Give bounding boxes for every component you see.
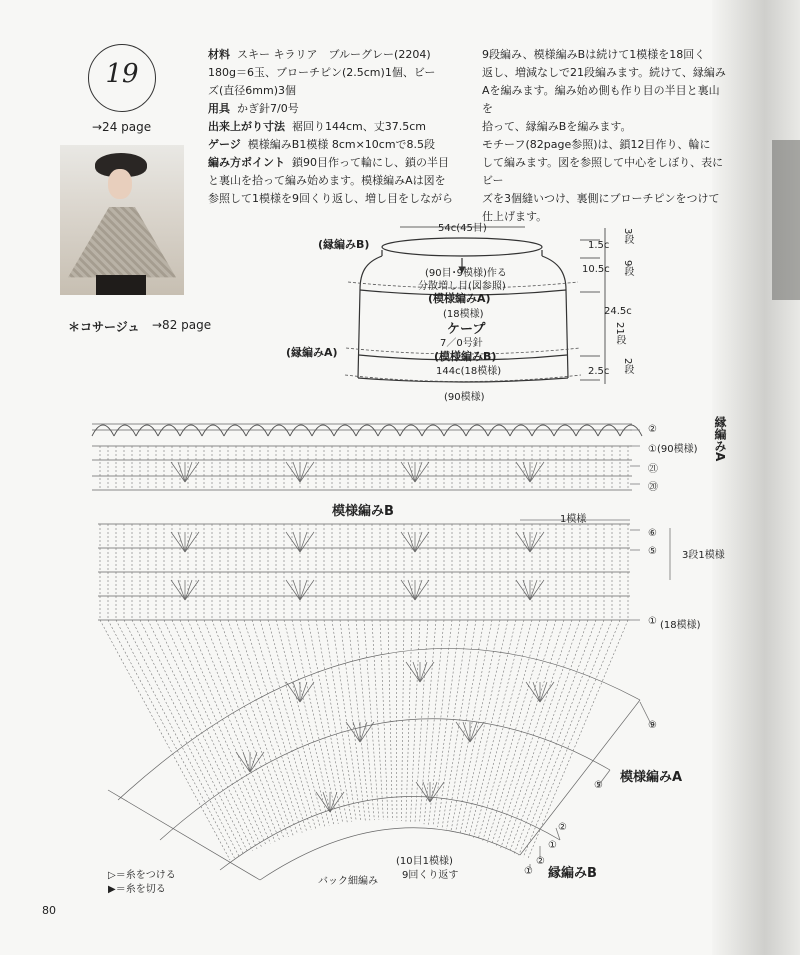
page-footer-number: 80 [42, 904, 56, 917]
row-1b-label: ① [648, 616, 657, 627]
row-1d-label: ① [524, 866, 533, 877]
top-width-label: 54c(45目) [438, 223, 487, 234]
repeat-note-1: (10目1模様) [396, 856, 453, 867]
count-18-label: (18模様) [660, 620, 701, 631]
chart-pattern-b-title: 模様編みB [332, 504, 394, 519]
row-5b-label: ⑤ [594, 780, 603, 791]
increase-note-1: (90目･9模様)作る [425, 268, 507, 279]
row-6-label: ⑥ [648, 528, 657, 539]
increase-note-2: 分散増し目(図参照) [418, 281, 506, 292]
corsage-label: ＊コサージュ [68, 320, 140, 334]
schematic-pattern-b-label: (模様編みB) [434, 350, 497, 363]
spec-column-2: 9段編み、模様編みBは続けて1模様を18回く 返し、増減なしで21段編みます。続けて、縁編み Aを編みます。編み始め側も作り目の半目と裏山を 拾って、縁編みBを編みます。 モチーフ(82page参照)は、鎖12目作り、輪に して編みます。図を参照して中心をしぼり、表にビー ズを3個縫いつけ、裏側にブローチピンをつけて 仕上げます。 [482, 48, 726, 223]
edge-a-vertical-label: 縁編みA [713, 416, 727, 462]
pattern-number: 19 [105, 59, 139, 89]
legend-attach: ▷＝糸をつける [108, 870, 176, 881]
back-loop-label: バック細編み [318, 876, 378, 887]
hook-size-label: 7／0号針 [440, 338, 483, 349]
dim-4: 2.5c [588, 366, 610, 377]
row-2b-label: ② [558, 822, 567, 833]
dim-1: 1.5c [588, 240, 610, 251]
dim-3: 24.5c [604, 306, 632, 317]
cape-title: ケープ [447, 322, 486, 337]
row-1c-label: ① [548, 840, 557, 851]
dim-1-rows: 3段 [622, 228, 633, 245]
schematic-pattern-a-label: (模様編みA) [428, 292, 491, 305]
schematic-edge-a-label: (縁編みA) [286, 346, 338, 359]
row-20-label: ⑳ [648, 482, 658, 493]
repeat-note-2: 9回くり返す [402, 870, 459, 881]
hem-count-label: (90模様) [444, 392, 485, 403]
chart-pattern-a-title: 模様編みA [620, 770, 683, 785]
dim-2-rows: 9段 [622, 260, 633, 277]
row-1-count-label: ①(90模様) [648, 444, 698, 455]
row-21-label: ㉑ [648, 464, 658, 475]
hem-label: 144c(18模様) [436, 366, 502, 377]
pattern-count-label: (18模様) [443, 309, 484, 320]
chart-edge-b-title: 縁編みB [548, 866, 597, 881]
spec-column-1: 材料 スキー キラリア ブルーグレー(2204) 180g＝6玉、ブローチピン(2.5cm)1個、ビー ズ(直径6mm)3個 用具 かぎ針7/0号 出来上がり寸法 裾回り144cm、丈37.5cm ゲージ 模様編みB1模様 8cm×10cmで8.5段 編み方ポイント 鎖90目作って輪にし、鎖の半目 と裏山を拾って編み始めます。模様編みAは図を 参照して1模様を9回くり返し、増し目をしながら [208, 48, 453, 205]
row-2-label: ② [648, 424, 657, 435]
dim-2: 10.5c [582, 264, 610, 275]
schematic-edge-b-label: (縁編みB) [318, 238, 370, 251]
row-2c-label: ② [536, 856, 545, 867]
row-5-label: ⑤ [648, 546, 657, 557]
one-repeat-label: 1模様 [560, 514, 587, 525]
photo-page-ref: →24 page [92, 120, 152, 134]
legend-cut: ▶＝糸を切る [108, 884, 166, 895]
row-9-label: ⑨ [648, 720, 657, 731]
dim-4-rows: 2段 [622, 358, 633, 375]
corsage-page-ref: →82 page [152, 318, 212, 332]
three-rows-label: 3段1模様 [682, 550, 725, 561]
dim-3-rows: 21段 [614, 322, 625, 345]
